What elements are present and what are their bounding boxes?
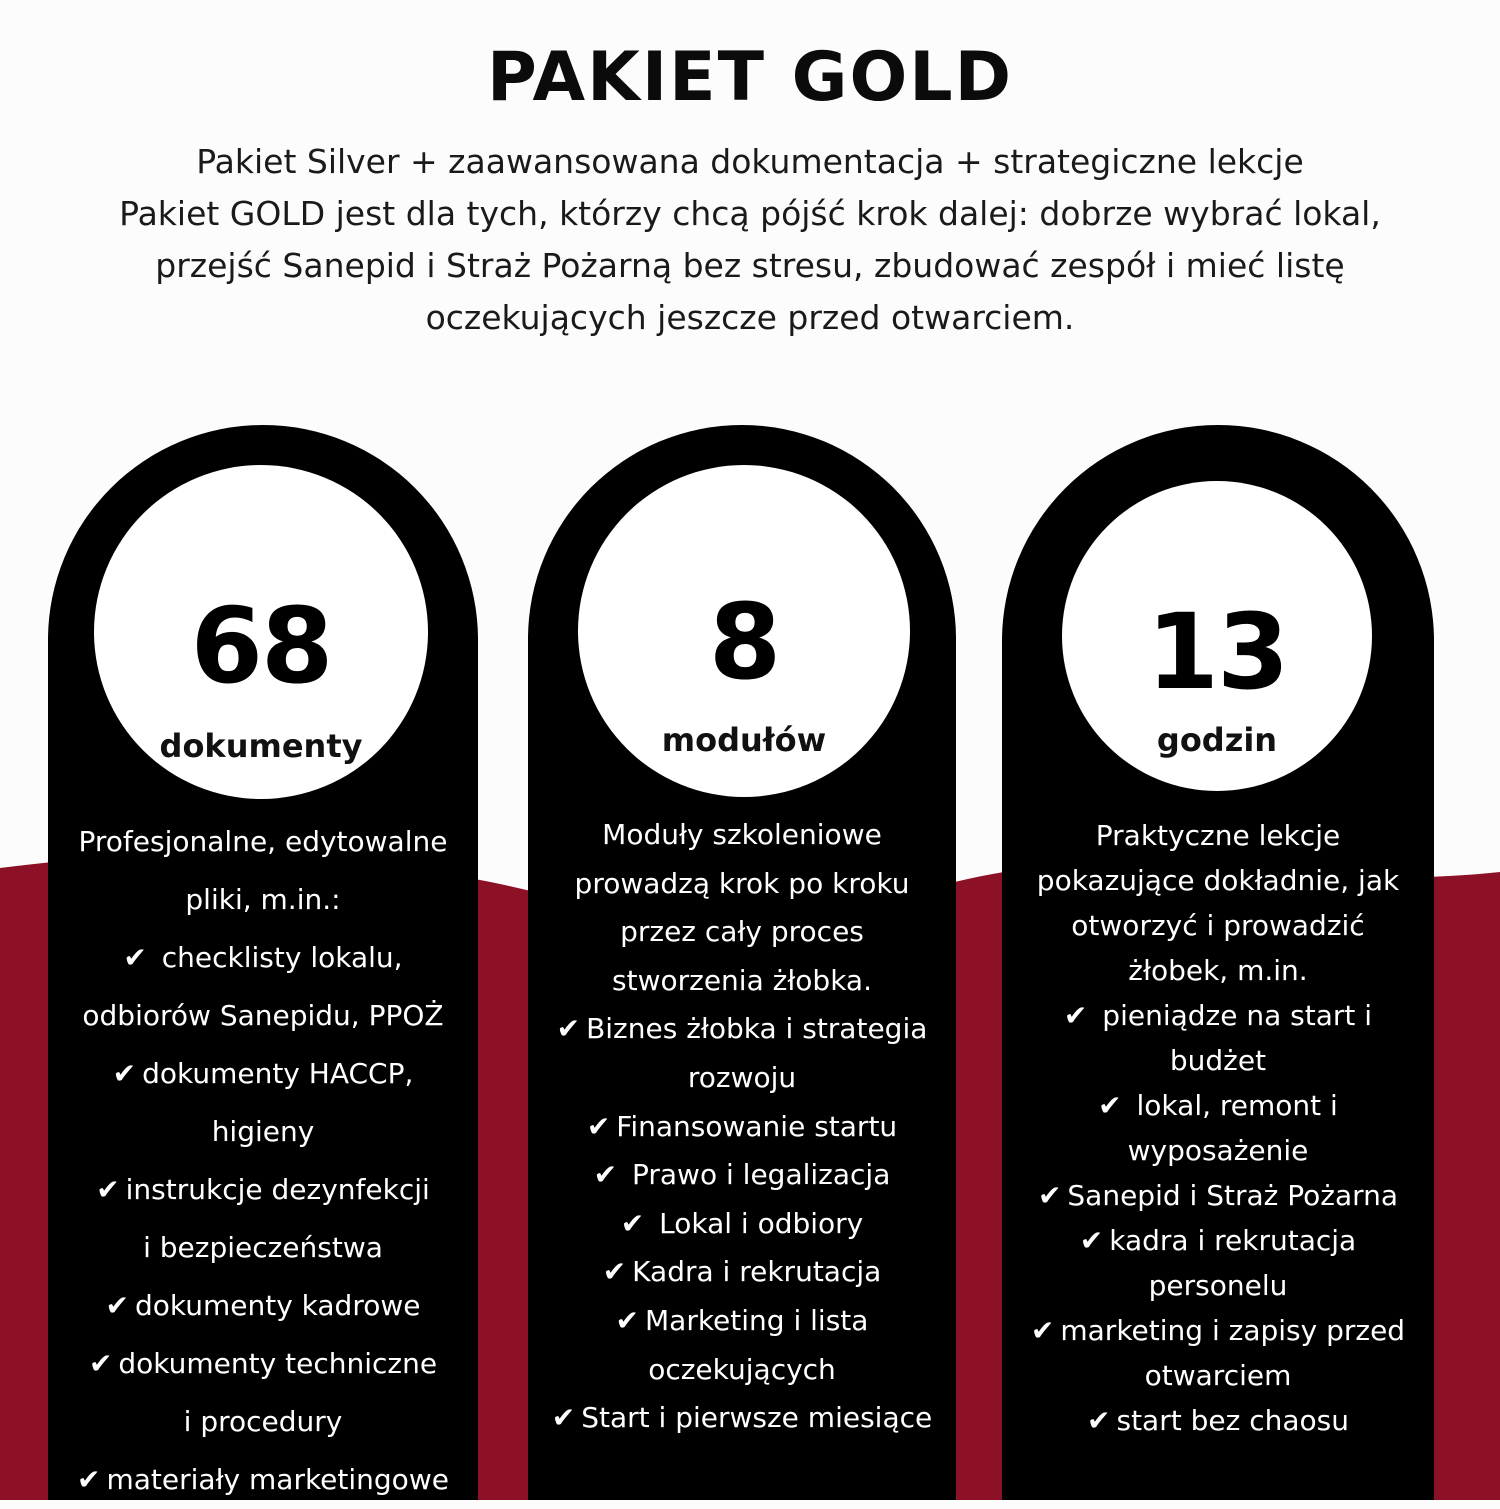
line-text: otworzyć i prowadzić — [1071, 909, 1365, 942]
stat-circle — [578, 465, 910, 797]
card-documents — [48, 425, 478, 1500]
description-line — [528, 860, 956, 909]
line-text: Moduły szkoleniowe — [602, 818, 882, 851]
line-text: Biznes żłobka i strategia — [586, 1012, 928, 1046]
checkmark-icon: ✔ — [105, 1289, 129, 1322]
line-text: Marketing i lista — [645, 1303, 869, 1337]
checkmark-icon: ✔ — [615, 1303, 640, 1337]
description-line — [1002, 1353, 1434, 1398]
line-text: dokumenty techniczne — [118, 1347, 438, 1380]
checklist-item — [1002, 993, 1434, 1038]
description-line — [48, 1219, 478, 1277]
checklist-item — [528, 1297, 956, 1346]
line-text: Sanepid i Straż Pożarna — [1067, 1179, 1399, 1212]
checkmark-icon: ✔ — [593, 1158, 618, 1192]
description-line — [48, 1103, 478, 1161]
checkmark-icon: ✔ — [1098, 1089, 1122, 1122]
stat-number: 13 — [1146, 591, 1288, 713]
checklist-item — [528, 1394, 956, 1443]
line-text: Prawo i legalizacja — [623, 1158, 891, 1192]
card-description — [1002, 813, 1434, 1443]
line-text: oczekujących — [648, 1352, 836, 1386]
line-text: rozwoju — [687, 1060, 797, 1094]
line-text: personelu — [1148, 1269, 1288, 1302]
stat-circle — [1062, 481, 1372, 791]
checklist-item — [48, 1277, 478, 1335]
checkmark-icon: ✔ — [620, 1206, 645, 1240]
checklist-item — [1002, 1083, 1434, 1128]
checklist-item — [48, 929, 478, 987]
stat-label: dokumenty — [159, 727, 363, 765]
line-text: wyposażenie — [1127, 1134, 1309, 1167]
subtitle-line: oczekujących jeszcze przed otwarciem. — [425, 298, 1075, 337]
checklist-item — [1002, 1218, 1434, 1263]
line-text: Lokal i odbiory — [650, 1206, 864, 1240]
description-line — [1002, 813, 1434, 858]
checklist-item — [1002, 1173, 1434, 1218]
line-text: lokal, remont i — [1127, 1089, 1338, 1122]
line-text: stworzenia żłobka. — [612, 963, 872, 997]
page-title: PAKIET GOLD — [486, 38, 1014, 117]
checkmark-icon: ✔ — [1079, 1224, 1104, 1257]
line-text: marketing i zapisy przed — [1060, 1314, 1406, 1347]
checkmark-icon: ✔ — [96, 1173, 120, 1206]
line-text: budżet — [1169, 1044, 1267, 1077]
description-line — [1002, 1263, 1434, 1308]
line-text: Praktyczne lekcje — [1095, 819, 1341, 852]
line-text: pokazujące dokładnie, jak — [1036, 864, 1400, 897]
description-line — [48, 813, 478, 871]
checkmark-icon: ✔ — [88, 1347, 113, 1380]
line-text: dokumenty kadrowe — [134, 1289, 421, 1322]
checklist-item — [528, 1248, 956, 1297]
line-text: i procedury — [183, 1405, 343, 1438]
checkmark-icon: ✔ — [551, 1401, 576, 1435]
line-text: dokumenty HACCP, — [142, 1057, 414, 1090]
description-line — [1002, 903, 1434, 948]
line-text: prowadzą krok po kroku — [574, 866, 910, 900]
stat-label: modułów — [661, 721, 827, 759]
checkmark-icon: ✔ — [1087, 1404, 1111, 1437]
checkmark-icon: ✔ — [556, 1012, 581, 1046]
checklist-item — [48, 1161, 478, 1219]
line-text: i bezpieczeństwa — [143, 1231, 383, 1264]
description-line — [528, 1054, 956, 1103]
stat-number: 68 — [190, 585, 332, 707]
subtitle-line: Pakiet Silver + zaawansowana dokumentacja + strategiczne lekcje — [196, 142, 1304, 181]
card-description — [48, 813, 478, 1509]
description-line — [1002, 1128, 1434, 1173]
subtitle — [40, 136, 1460, 344]
description-line — [1002, 1038, 1434, 1083]
checklist-item — [48, 1451, 478, 1509]
checklist-item — [48, 1335, 478, 1393]
line-text: instrukcje dezynfekcji — [125, 1173, 430, 1206]
line-text: żłobek, m.in. — [1128, 954, 1308, 987]
checkmark-icon: ✔ — [77, 1463, 101, 1496]
description-line — [48, 871, 478, 929]
line-text: checklisty lokalu, — [152, 941, 403, 974]
line-text: kadra i rekrutacja — [1109, 1224, 1357, 1257]
line-text: Profesjonalne, edytowalne — [78, 825, 448, 858]
checkmark-icon: ✔ — [602, 1255, 627, 1289]
line-text: pieniądze na start i — [1093, 999, 1373, 1032]
stat-label: godzin — [1156, 721, 1278, 759]
checklist-item — [528, 1103, 956, 1152]
description-line — [528, 908, 956, 957]
line-text: Kadra i rekrutacja — [632, 1255, 882, 1289]
card-modules — [528, 425, 956, 1500]
checkmark-icon: ✔ — [112, 1057, 137, 1090]
checklist-item — [528, 1200, 956, 1249]
checkmark-icon: ✔ — [586, 1109, 611, 1143]
subtitle-line: Pakiet GOLD jest dla tych, którzy chcą pójść krok dalej: dobrze wybrać lokal, — [119, 194, 1381, 233]
line-text: higieny — [211, 1115, 315, 1148]
description-line — [1002, 948, 1434, 993]
description-line — [48, 987, 478, 1045]
checkmark-icon: ✔ — [1063, 999, 1088, 1032]
checkmark-icon: ✔ — [123, 941, 147, 974]
line-text: Start i pierwsze miesiące — [581, 1401, 933, 1435]
line-text: materiały marketingowe — [106, 1463, 449, 1496]
card-description — [528, 811, 956, 1443]
description-line — [528, 957, 956, 1006]
line-text: otwarciem — [1144, 1359, 1292, 1392]
line-text: Finansowanie startu — [616, 1109, 898, 1143]
description-line — [1002, 858, 1434, 903]
card-hours — [1002, 425, 1434, 1500]
checklist-item — [1002, 1308, 1434, 1353]
description-line — [528, 811, 956, 860]
stat-circle — [94, 465, 428, 799]
line-text: start bez chaosu — [1116, 1404, 1349, 1437]
checklist-item — [528, 1151, 956, 1200]
line-text: pliki, m.in.: — [185, 883, 341, 916]
description-line — [528, 1346, 956, 1395]
checkmark-icon: ✔ — [1030, 1314, 1055, 1347]
checkmark-icon: ✔ — [1037, 1179, 1062, 1212]
line-text: przez cały proces — [620, 915, 864, 949]
checklist-item — [528, 1005, 956, 1054]
line-text: odbiorów Sanepidu, PPOŻ — [82, 999, 444, 1032]
checklist-item — [1002, 1398, 1434, 1443]
description-line — [48, 1393, 478, 1451]
subtitle-line: przejść Sanepid i Straż Pożarną bez stresu, zbudować zespół i mieć listę — [155, 246, 1345, 285]
checklist-item — [48, 1045, 478, 1103]
stat-number: 8 — [708, 581, 780, 703]
